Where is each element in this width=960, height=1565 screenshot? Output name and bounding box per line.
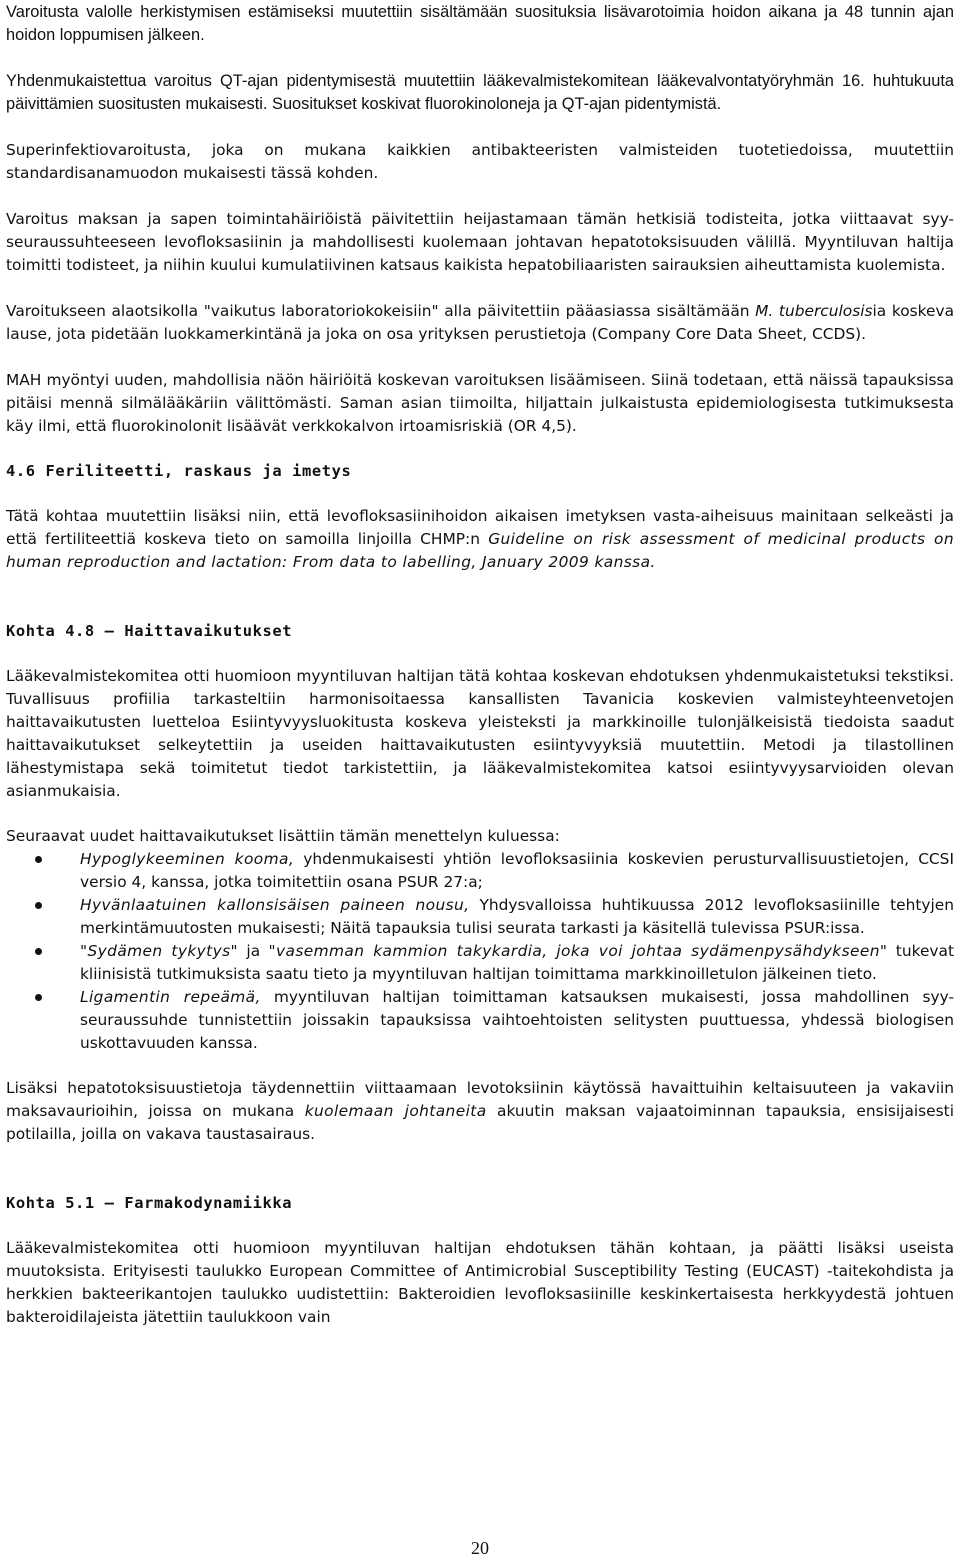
- paragraph-superinfection: Superinfektiovaroitusta, joka on mukana kaikkien antibakteeristen valmisteiden tuotetiedoissa, muutettiin standardisanamuodon mukaisesti tässä kohden.: [6, 141, 954, 182]
- section-heading-5-1: Kohta 5.1 — Farmakodynamiikka: [6, 1194, 293, 1212]
- italic-organism: M. tuberculosis: [755, 302, 873, 320]
- paragraph-photosensitivity: Varoitusta valolle herkistymisen estämiseksi muutettiin sisältämään suosituksia lisävarotoimia hoidon aikana ja 48 tunnin ajan hoidon loppumisen jälkeen.: [6, 3, 954, 44]
- list-item: "Sydämen tykytys" ja "vasemman kammion takykardia, joka voi johtaa sydämenpysähdykseen" tukevat kliinisistä tutkimuksista saatu tieto ja myyntiluvan haltijan toimittama markkinoilletulon jälkeinen tieto.: [6, 940, 954, 986]
- paragraph-pharmacodynamics: Lääkevalmistekomitea otti huomioon myyntiluvan haltijan ehdotuksen tähän kohtaan, ja päätti lisäksi useista muutoksista. Erityisesti taulukko European Committee of Antimicrobial Susceptibility Testing (EUCAST) -taitekohdista ja herkkien bakteerikantojen taulukko uudistettiin: Bakteroidien levofloksasiinille keskinkertaisesta herkkyydestä johtuen bakteroidilajeista jätettiin taulukkoon vain: [6, 1239, 954, 1326]
- italic-guideline-title: Guideline on risk assessment of medicinal products on human reproduction and lactation: From data to labelling, January 2009 kanssa.: [6, 530, 954, 571]
- paragraph-laboratory-tests: Varoitukseen alaotsikolla "vaikutus laboratoriokokeisiin" alla päivitettiin pääasiassa sisältämään M. tuberculosisia koskeva lause, jota pidetään luokkamerkintänä ja joka on osa yrityksen perustietoja (Company Core Data Sheet, CCDS).: [6, 302, 954, 343]
- paragraph-fertility: Tätä kohtaa muutettiin lisäksi niin, että levofloksasiinihoidon aikaisen imetyksen vasta-aiheisuus mainitaan selkeästi ja että fertiliteettiä koskeva tieto on samoilla linjoilla CHMP:n Guideline on risk assessment of medicinal products on human reproduction and lactation: From data to labelling, January 2009 kanssa.: [6, 507, 954, 571]
- new-adverse-reactions-list: [6, 848, 954, 1055]
- list-item: Ligamentin repeämä, myyntiluvan haltijan toimittaman katsauksen mukaisesti, jossa mahdollinen syy-seuraussuhde tunnistettiin joissakin tapauksissa vaihtoehtoisten selitysten puuttuessa, yhdessä biologisen uskottavuuden kanssa.: [6, 986, 954, 1055]
- paragraph-hepatobiliary: Varoitus maksan ja sapen toimintahäiriöistä päivitettiin heijastamaan tämän hetkisiä todisteita, jotka viittaavat syy-seuraussuhteeseen levofloksasiinin ja mahdollisesti kuolemaan johtavan hepatotoksisuuden välillä. Myyntiluvan haltija toimitti todisteet, ja niihin kuului kumulatiivinen katsaus kaikista hepatobiliaaristen sairauksien aiheuttamista kuolemista.: [6, 210, 954, 274]
- list-intro: Seuraavat uudet haittavaikutukset lisättiin tämän menettelyn kuluessa:: [6, 827, 560, 845]
- bullet-icon: [35, 902, 42, 909]
- bullet-icon: [35, 994, 42, 1001]
- section-heading-4-6: 4.6 Feriliteetti, raskaus ja imetys: [6, 462, 352, 480]
- page-number: 20: [471, 1538, 489, 1558]
- bullet-icon: [35, 856, 42, 863]
- italic-fatal: kuolemaan johtaneita: [304, 1102, 487, 1120]
- paragraph-hepatotoxicity: Lisäksi hepatotoksisuustietoja täydennettiin viittaamaan levotoksiinin käytössä havaittuihin keltaisuuteen ja vakaviin maksavaurioihin, joissa on mukana kuolemaan johtaneita akuutin maksan vajaatoiminnan tapauksia, ensisijaisesti potilailla, joilla on vakava taustasairaus.: [6, 1079, 954, 1143]
- paragraph-qt-prolongation: Yhdenmukaistettua varoitus QT-ajan pidentymisestä muutettiin lääkevalmistekomitean lääkevalvontatyöryhmän 16. huhtukuuta päivittämien suositusten mukaisesti. Suositukset koskivat fluorokinoloneja ja QT-ajan pidentymistä.: [6, 72, 954, 113]
- document-page: [6, 0, 954, 1329]
- paragraph-vision-disorders: MAH myöntyi uuden, mahdollisia näön häiriöitä koskevan varoituksen lisäämiseen. Siinä todetaan, että näissä tapauksissa pitäisi mennä silmälääkäriin välittömästi. Saman asian tiimoilta, hiljattain julkaistusta epidemiologisesta tutkimuksesta käy ilmi, että fluorokinolonit lisäävät verkkokalvon irtoamisriskiä (OR 4,5).: [6, 371, 954, 435]
- list-item: Hyvänlaatuinen kallonsisäisen paineen nousu, Yhdysvalloissa huhtikuussa 2012 levofloksasiinille tehtyjen merkintämuutosten mukaisesti; Näitä tapauksia tulisi seurata tarkasti ja käsitellä tulevissa PSUR:issa.: [6, 894, 954, 940]
- bullet-icon: [35, 948, 42, 955]
- paragraph-adverse-reactions: Lääkevalmistekomitea otti huomioon myyntiluvan haltijan tätä kohtaa koskevan ehdotuksen yhdenmukaistetuksi tekstiksi. Tuvallisuus profiilia tarkasteltiin harmonisoitaessa kansallisten Tavanicia koskevien valmisteyhteenvetojen haittavaikutusten luetteloa Esiintyvyysluokitusta koskeva yleisteksti ja markkinoille tulonjälkeisistä tiedoista saadut haittavaikutukset selkeytettiin ja useiden haittavaikutusten esiintyvyyksiä muutettiin. Metodi ja tilastollinen lähestymistapa sekä toimitetut tiedot tarkistettiin, ja lääkevalmistekomitea katsoi esiintyvyysarvioiden olevan asianmukaisia.: [6, 667, 954, 800]
- section-heading-4-8: Kohta 4.8 — Haittavaikutukset: [6, 622, 293, 640]
- list-item: Hypoglykeeminen kooma, yhdenmukaisesti yhtiön levofloksasiinia koskevien perusturvallisuustietojen, CCSI versio 4, kanssa, jotka toimitettiin osana PSUR 27:a;: [6, 848, 954, 894]
